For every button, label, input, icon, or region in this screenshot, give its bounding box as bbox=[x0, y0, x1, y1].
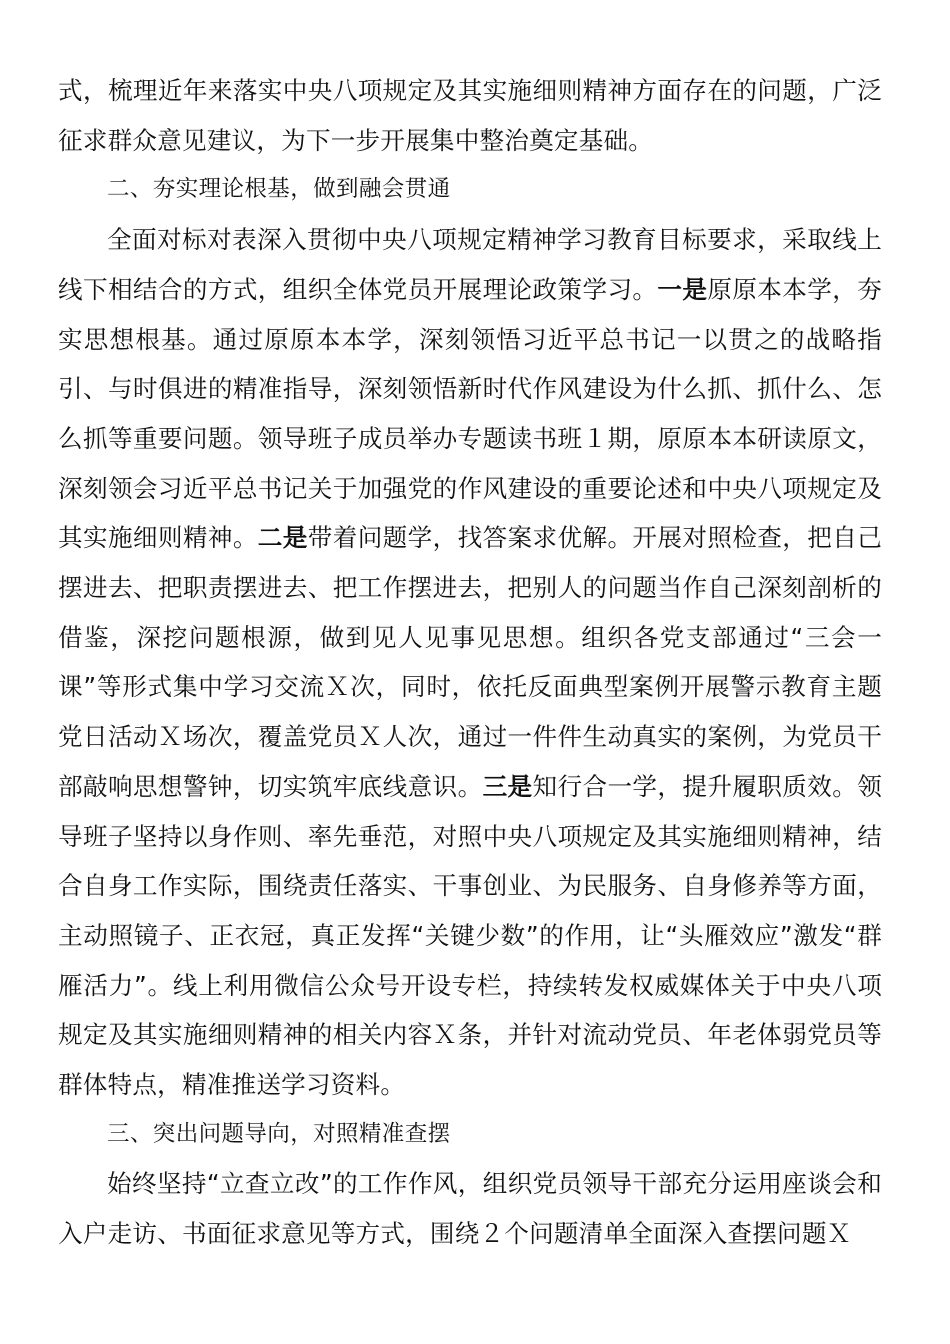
item-marker-second: 二是 bbox=[257, 523, 308, 553]
item-text-first: 原原本本学，夯实思想根基。通过原原本本学，深刻领悟习近平总书记一以贯之的战略指引、与时俱进的精准指导，深刻领悟新时代作风建设为什么抓、抓什么、怎么抓等重要问题。领导班子成员举办专题读书班１期，原原本本研读原文，深刻领会习近平总书记关于加强党的作风建设的重要论述和中央八项规定及其实施细则精神。 bbox=[58, 274, 882, 553]
paragraph-continuation: 式，梳理近年来落实中央八项规定及其实施细则精神方面存在的问题，广泛征求群众意见建议，为下一步开展集中整治奠定基础。 bbox=[58, 76, 882, 155]
item-marker-first: 一是 bbox=[657, 274, 708, 304]
paragraph-intro: 全面对标对表深入贯彻中央八项规定精神学习教育目标要求，采取线上线下相结合的方式，组织全体党员开展理论政策学习。 bbox=[58, 225, 882, 304]
section-heading-2: 二、夯实理论根基，做到融会贯通 bbox=[107, 176, 451, 203]
paragraph-theory-study bbox=[58, 215, 882, 1110]
section-heading-3: 三、突出问题导向，对照精准查摆 bbox=[107, 1120, 451, 1147]
document-page bbox=[58, 66, 882, 1259]
paragraph-problem-check: 始终坚持“立查立改”的工作作风，组织党员领导干部充分运用座谈会和入户走访、书面征求意见等方式，围绕２个问题清单全面深入查摆问题Ｘ bbox=[58, 1169, 882, 1249]
item-text-second: 带着问题学，找答案求优解。开展对照检查，把自己摆进去、把职责摆进去、把工作摆进去，把别人的问题当作自己深刻剖析的借鉴，深挖问题根源，做到见人见事见思想。组织各党支部通过“三会一课”等形式集中学习交流Ｘ次，同时，依托反面典型案例开展警示教育主题党日活动Ｘ场次，覆盖党员Ｘ人次，通过一件件生动真实的案例，为党员干部敲响思想警钟，切实筑牢底线意识。 bbox=[58, 523, 882, 801]
item-text-third: 知行合一学，提升履职质效。领导班子坚持以身作则、率先垂范，对照中央八项规定及其实施细则精神，结合自身工作实际，围绕责任落实、干事创业、为民服务、自身修养等方面，主动照镜子、正衣冠，真正发挥“关键少数”的作用，让“头雁效应”激发“群雁活力”。线上利用微信公众号开设专栏，持续转发权威媒体关于中央八项规定及其实施细则精神的相关内容Ｘ条，并针对流动党员、年老体弱党员等群体特点，精准推送学习资料。 bbox=[58, 771, 882, 1100]
item-marker-third: 三是 bbox=[482, 771, 533, 801]
